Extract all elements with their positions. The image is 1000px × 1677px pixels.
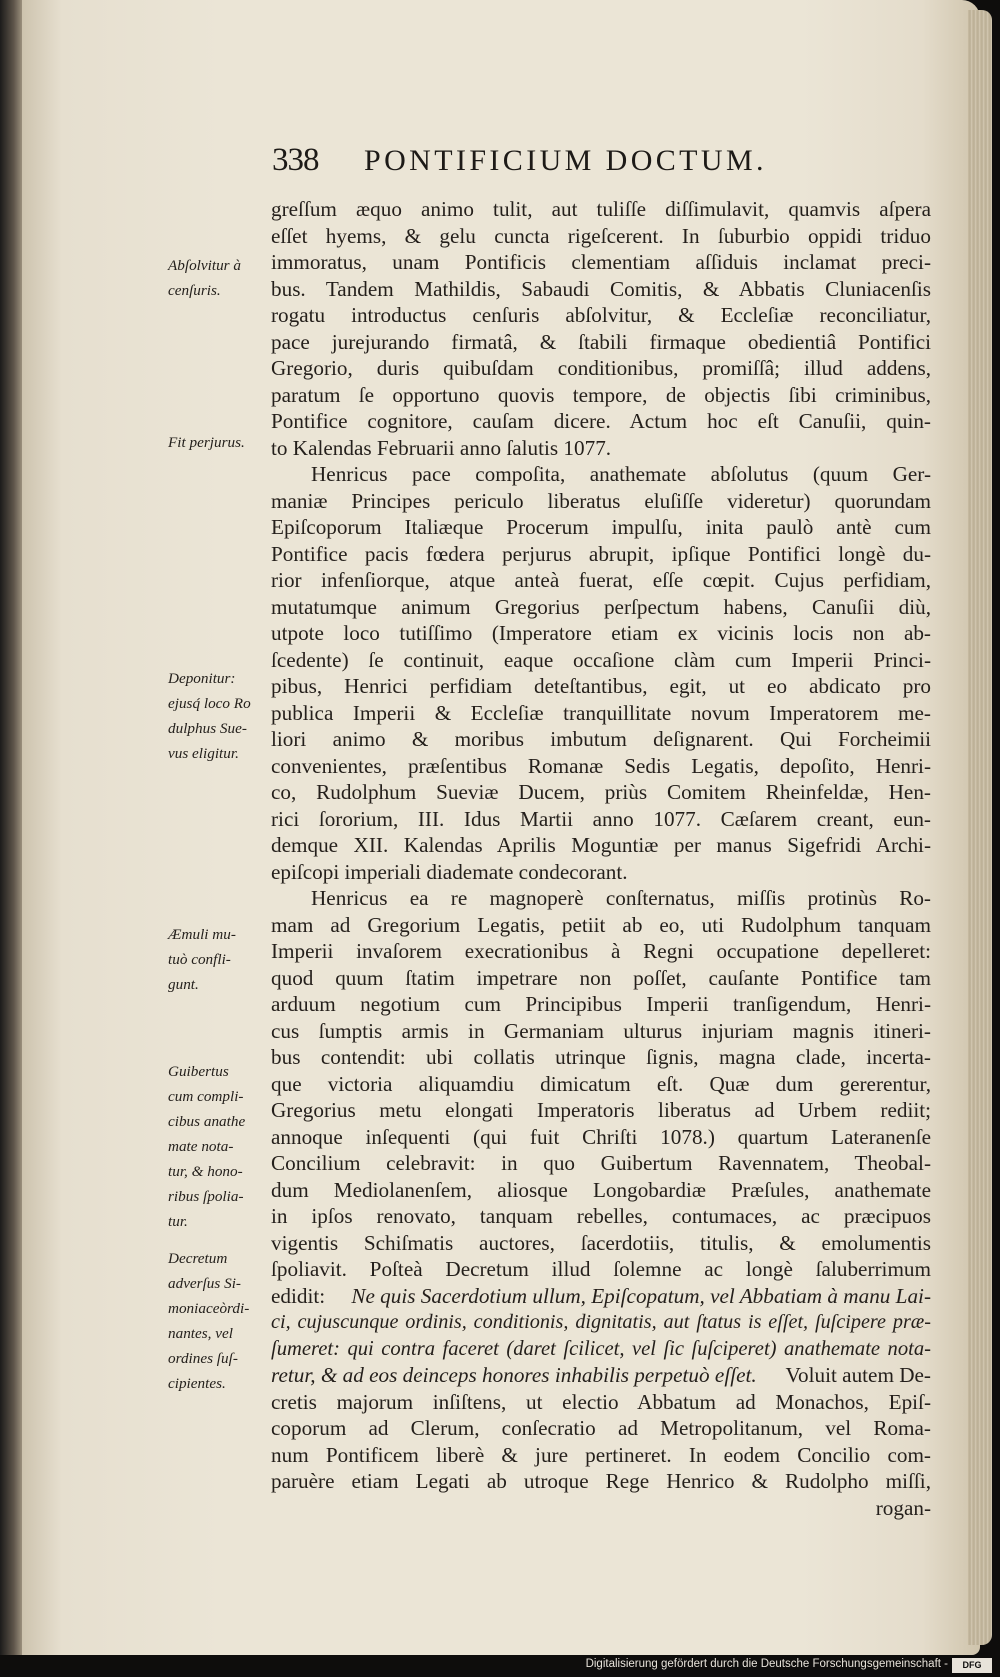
text-line: mutatumque animum Gregorius perſpectum habens, Canuſii diù, — [271, 594, 931, 619]
margin-note-line: tur. — [168, 1213, 188, 1230]
text-line: publica Imperii & Eccleſiæ tranquillitate novum Imperatorem me- — [271, 700, 931, 725]
text-line: eſſet hyems, & gelu cuncta rigeſcerent. In ſuburbio oppidi triduo — [271, 223, 931, 248]
margin-note-line: ordines ſuſ- — [168, 1350, 238, 1367]
margin-note-line: tur, & hono- — [168, 1163, 243, 1180]
paragraph-3 — [271, 885, 931, 1495]
page-number: 338 — [272, 142, 319, 178]
text-line: bus. Tandem Mathildis, Sabaudi Comitis, & Abbatis Cluniacenſis — [271, 276, 931, 301]
text-line: pace jurejurando firmatâ, & ſtabili firmaque obedientiâ Pontifici — [271, 329, 931, 354]
text-line: bus contendit: ubi collatis utrinque ſignis, magna clade, incerta- — [271, 1045, 931, 1069]
text-line: liori animo & moribus imbutum deſignarent. Qui Forcheimii — [271, 727, 931, 751]
body-text — [271, 196, 931, 1521]
text-line: Concilium celebravit: in quo Guibertum Ravennatem, Theobal- — [271, 1151, 931, 1175]
text-line — [271, 1362, 931, 1389]
page-edges — [968, 10, 992, 1645]
text-line — [271, 1283, 931, 1310]
margin-note-absolvitur — [168, 253, 276, 303]
page-header — [272, 142, 912, 194]
text-line: greſſum æquo animo tulit, aut tuliſſe diſſimulavit, quamvis aſpera — [271, 197, 931, 221]
margin-note-perjurus — [168, 430, 276, 455]
text-line: mam ad Gregorium Legatis, petiit ab eo, uti Rudolphum tanquam — [271, 912, 931, 937]
margin-note-line: gunt. — [168, 976, 199, 993]
text-line: num Pontificem liberè & jure pertineret. In eodem Concilio com- — [271, 1442, 931, 1467]
text-line: to Kalendas Februarii anno ſalutis 1077. — [271, 435, 612, 460]
text-line: dum Mediolanenſem, aliosque Longobardiæ Præſules, anathemate — [271, 1177, 931, 1202]
margin-note-line: ejusq́ loco Ro — [168, 695, 251, 712]
text-line: ſcedente) ſe continuit, eaque occaſione clàm cum Imperii Princi- — [271, 647, 931, 672]
margin-note-line: dulphus Sue- — [168, 720, 247, 737]
decree-text: retur, & ad eos deinceps honores inhabilis perpetuò eſſet. — [271, 1363, 757, 1387]
margin-note-line: Fit perjurus. — [168, 434, 245, 451]
margin-note-line: Deponitur: — [168, 670, 236, 687]
margin-note-line: Æmuli mu- — [168, 926, 236, 943]
margin-note-guibertus — [168, 1059, 276, 1234]
text-line: Pontifice cognitore, cauſam dicere. Actum hoc eſt Canuſii, quin- — [271, 409, 931, 433]
decree-text: Ne quis Sacerdotium ullum, Epiſcopatum, vel Abbatiam à manu Lai- — [351, 1283, 931, 1308]
text-line: paratum ſe opportuno quovis tempore, de objectis ſibi criminibus, — [271, 382, 931, 407]
text-line: utpote loco tutiſſimo (Imperatore etiam ex vicinis locis non ab- — [271, 621, 931, 645]
margin-note-line: vus eligitur. — [168, 745, 239, 762]
text-line: ſpoliavit. Poſteà Decretum illud ſolemne ac longè ſaluberrimum — [271, 1257, 931, 1281]
text-line: convenientes, præſentibus Romanæ Sedis Legatis, depoſito, Henri- — [271, 753, 931, 778]
margin-note-line: mate nota- — [168, 1138, 234, 1155]
text-segment: Voluit autem De- — [785, 1363, 931, 1387]
margin-note-line: Abſolvitur à — [168, 257, 241, 274]
text-line: pibus, Henrici perfidiam deteſtantibus, egit, ut eo abdicato pro — [271, 674, 931, 698]
text-line: Epiſcoporum Italiæque Procerum impulſu, inita paulò antè cum — [271, 515, 931, 539]
margin-note-line: adverſus Si- — [168, 1275, 241, 1292]
margin-note-line: Decretum — [168, 1250, 228, 1267]
text-line: arduum negotium cum Principibus Imperii tranſigendum, Henri- — [271, 992, 931, 1016]
paragraph-2 — [271, 461, 931, 885]
margin-note-line: cum compli- — [168, 1088, 244, 1105]
margin-note-line: cibus anathe — [168, 1113, 246, 1130]
text-line: Pontifice pacis fœdera perjurus abrupit, ipſique Pontifici longè du- — [271, 541, 931, 566]
margin-note-line: cipientes. — [168, 1375, 226, 1392]
text-line: Henricus ea re magnoperè conſternatus, miſſis protinùs Ro- — [311, 886, 931, 910]
dfg-logo: DFG — [952, 1658, 992, 1673]
text-line: Gregorius metu elongati Imperatoris liberatus ad Urbem rediit; — [271, 1098, 931, 1122]
text-line: cretis majorum inſiſtens, ut electio Abbatum ad Monachos, Epiſ- — [271, 1389, 931, 1414]
text-line: Henricus pace compoſita, anathemate abſolutus (quum Ger- — [311, 462, 931, 486]
margin-note-line: tuò confli- — [168, 951, 231, 968]
paragraph-1 — [271, 196, 931, 461]
text-segment: edidit: — [271, 1283, 326, 1308]
running-title: PONTIFICIUM DOCTUM. — [364, 144, 767, 177]
text-line: annoque inſequenti (qui fuit Chriſti 1078.) quartum Lateranenſe — [271, 1124, 931, 1149]
text-line: coporum ad Clerum, conſecratio ad Metropolitanum, vel Roma- — [271, 1416, 931, 1440]
decree-text: ſumeret: qui contra faceret (daret ſcilicet, vel ſic ſuſciperet) anathemate nota- — [271, 1337, 931, 1360]
decree-text: ci, cujuscunque ordinis, conditionis, dignitatis, aut ſtatus is eſſet, ſuſcipere præ- — [271, 1311, 931, 1333]
text-line: rici ſororium, III. Idus Martii anno 1077. Cæſarem creant, eun- — [271, 806, 931, 831]
text-line: vigentis Schiſmatis auctores, ſacerdotiis, titulis, & emolumentis — [271, 1230, 931, 1255]
margin-note-line: nantes, vel — [168, 1325, 233, 1342]
text-line: rogatu introductus cenſuris abſolvitur, & Eccleſiæ reconciliatur, — [271, 303, 931, 327]
margin-note-line: Guibertus — [168, 1063, 229, 1080]
text-line: demque XII. Kalendas Aprilis Moguntiæ per manus Sigefridi Archi- — [271, 833, 931, 857]
margin-note-line: ribus ſpolia- — [168, 1188, 244, 1205]
text-line: Gregorio, duris quibuſdam conditionibus, promiſſâ; illud addens, — [271, 356, 931, 380]
margin-note-aemuli — [168, 922, 276, 997]
text-line: rior infenſiorque, atque anteà fuerat, eſſe cœpit. Cujus perfidiam, — [271, 568, 931, 592]
text-line: cus ſumptis armis in Germaniam ulturus injuriam magnis itineri- — [271, 1018, 931, 1043]
catchword: rogan- — [875, 1495, 931, 1520]
text-line: maniæ Principes periculo liberatus eluſiſſe videretur) quorundam — [271, 488, 931, 513]
text-line: co, Rudolphum Sueviæ Ducem, priùs Comitem Rheinfeldæ, Hen- — [271, 780, 931, 804]
text-line: in ipſos renovato, tanquam rebelles, contumaces, ac præcipuos — [271, 1204, 931, 1228]
margin-note-deponitur — [168, 666, 276, 766]
text-line: quod quum ſtatim impetrare non poſſet, cauſante Pontifice tam — [271, 965, 931, 990]
text-line: epiſcopi imperiali diademate condecorant. — [271, 859, 628, 884]
text-line: Imperii invaſorem execrationibus à Regni occupatione depelleret: — [271, 939, 931, 963]
footer-credit: Digitalisierung gefördert durch die Deutsche Forschungsgemeinschaft - — [585, 1658, 948, 1670]
margin-note-line: cenſuris. — [168, 282, 221, 299]
margin-note-line: moniaceòrdi- — [168, 1300, 250, 1317]
text-line: immoratus, unam Pontificis clementiam aſſiduis inclamat preci- — [271, 250, 931, 274]
text-line: que victoria aliquamdiu dimicatum eſt. Quæ dum gererentur, — [271, 1071, 931, 1096]
text-line: paruère etiam Legati ab utroque Rege Henrico & Rudolpho miſſi, — [271, 1469, 931, 1493]
margin-note-decretum — [168, 1246, 276, 1396]
